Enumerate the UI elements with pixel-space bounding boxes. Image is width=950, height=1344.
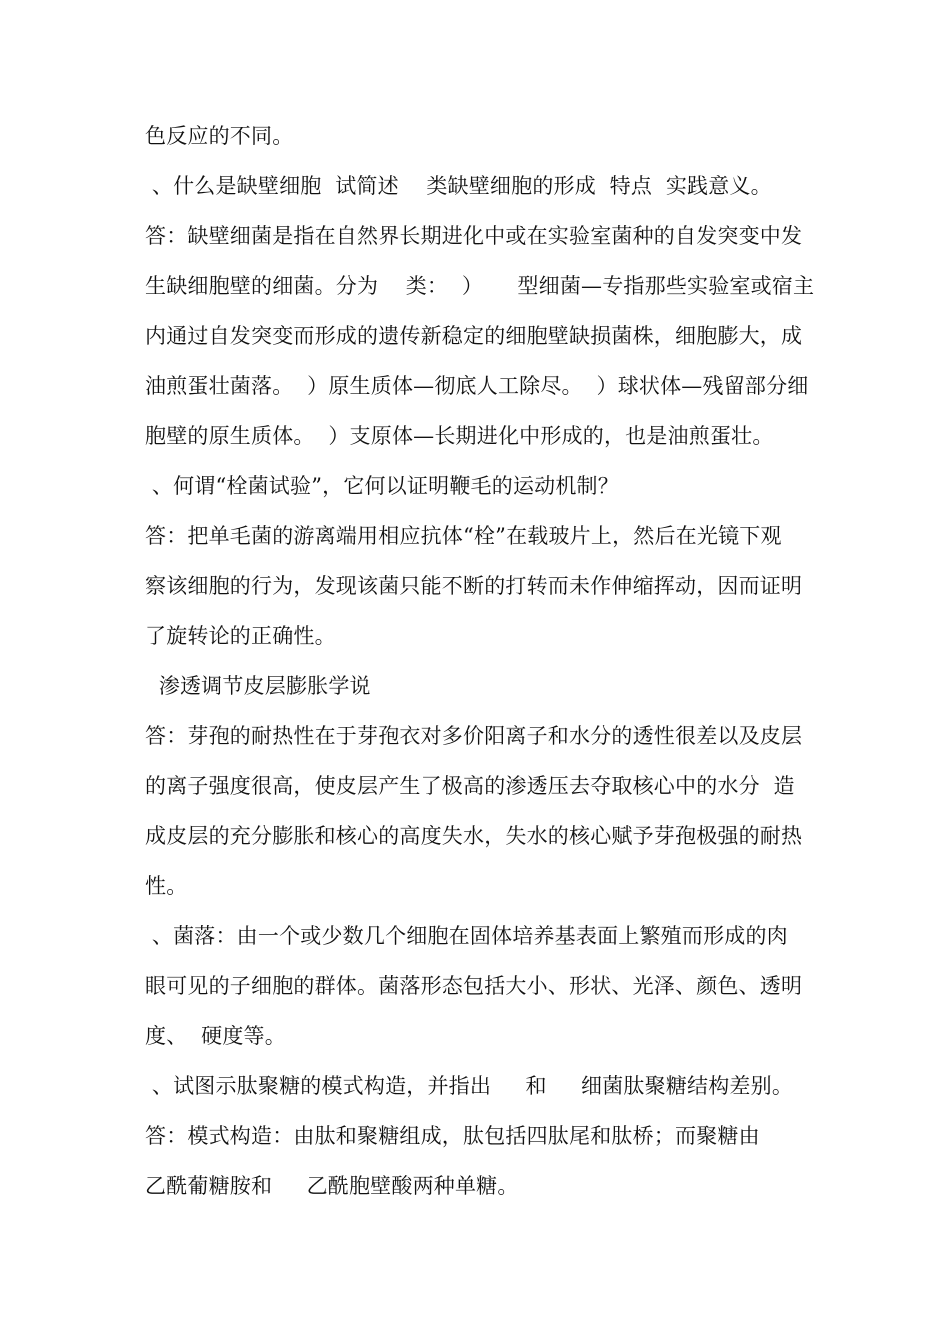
- text-line: 眼可见的子细胞的群体。菌落形态包括大小、形状、光泽、颜色、透明: [145, 974, 803, 998]
- text-line: 色反应的不同。: [145, 124, 294, 148]
- text-line: 成皮层的充分膨胀和核心的高度失水，失水的核心赋予芽孢极强的耐热: [145, 824, 803, 848]
- text-line: 性。: [145, 874, 188, 898]
- text-line: 乙酰葡糖胺和 乙酰胞壁酸两种单糖。: [145, 1174, 519, 1198]
- answer-line: 答：把单毛菌的游离端用相应抗体“栓”在载玻片上，然后在光镜下观: [145, 524, 782, 548]
- text-line: 胞壁的原生质体。 ）支原体—长期进化中形成的，也是油煎蛋壮。: [145, 424, 774, 448]
- question-heading: 、试图示肽聚糖的模式构造，并指出 和 细菌肽聚糖结构差别。: [145, 1074, 794, 1098]
- text-line: 的离子强度很高，使皮层产生了极高的渗透压去夺取核心中的水分 造: [145, 774, 795, 798]
- answer-line: 答：模式构造：由肽和聚糖组成，肽包括四肽尾和肽桥；而聚糖由: [145, 1124, 760, 1148]
- text-line: 生缺细胞壁的细菌。分为 类： ） 型细菌—专指那些实验室或宿主: [145, 274, 815, 298]
- text-line: 了旋转论的正确性。: [145, 624, 336, 648]
- question-heading: 、何谓“栓菌试验”，它何以证明鞭毛的运动机制？: [145, 474, 619, 498]
- text-line: 油煎蛋壮菌落。 ）原生质体—彻底人工除尽。 ）球状体—残留部分细: [145, 374, 809, 398]
- answer-line: 答：缺壁细菌是指在自然界长期进化中或在实验室菌种的自发突变中发: [145, 224, 803, 248]
- question-heading: 渗透调节皮层膨胀学说: [145, 674, 371, 698]
- question-heading: 、什么是缺壁细胞 试简述 类缺壁细胞的形成 特点 实践意义。: [145, 174, 772, 198]
- text-line: 内通过自发突变而形成的遗传新稳定的细胞壁缺损菌株，细胞膨大，成: [145, 324, 803, 348]
- text-line: 度、 硬度等。: [145, 1024, 286, 1048]
- question-heading: 、菌落：由一个或少数几个细胞在固体培养基表面上繁殖而形成的肉: [145, 924, 788, 948]
- answer-line: 答：芽孢的耐热性在于芽孢衣对多价阳离子和水分的透性很差以及皮层: [145, 724, 803, 748]
- text-line: 察该细胞的行为，发现该菌只能不断的打转而未作伸缩挥动，因而证明: [145, 574, 803, 598]
